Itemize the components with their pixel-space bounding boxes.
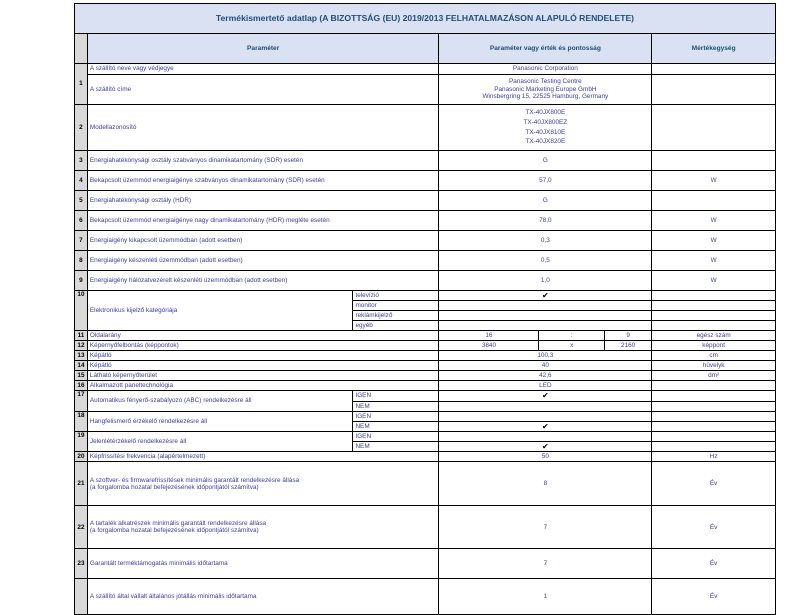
voice-sensor-label: Hangfelismerő érzékelő rendelkezésre áll bbox=[87, 411, 353, 431]
category-tv-check bbox=[439, 291, 652, 301]
header-value: Paraméter vagy érték és pontosság bbox=[439, 34, 652, 64]
sdr-class-label: Energiahatékonysági osztály szabványos dinamikatartomány (SDR) esetén bbox=[87, 151, 439, 171]
row-number bbox=[75, 579, 88, 615]
model-3: TX-40JX810E bbox=[525, 128, 566, 136]
diagonal-cm-value: 100,3 bbox=[439, 351, 652, 361]
aspect-ratio-unit: egész szám bbox=[652, 331, 776, 341]
product-information-sheet bbox=[74, 3, 776, 615]
resolution-unit: képpont bbox=[652, 341, 776, 351]
aspect-ratio-label: Oldalarány bbox=[87, 331, 439, 341]
supplier-name-unit bbox=[652, 64, 776, 75]
diagonal-inch-value: 40 bbox=[439, 361, 652, 371]
hdr-class-unit bbox=[652, 191, 776, 211]
presence-unit bbox=[652, 432, 776, 442]
visible-area-unit: dm² bbox=[652, 371, 776, 381]
row-number: 4 bbox=[75, 171, 88, 191]
off-power-value: 0,3 bbox=[439, 231, 652, 251]
diagonal-cm-label: Képátló bbox=[87, 351, 439, 361]
check-icon: ✔ bbox=[542, 442, 549, 452]
category-option-tv: televízió bbox=[353, 291, 439, 301]
check-icon: ✔ bbox=[542, 291, 549, 300]
panel-tech-value: LED bbox=[439, 381, 652, 391]
diagonal-cm-unit: cm bbox=[652, 351, 776, 361]
header-parameter: Paraméter bbox=[87, 34, 439, 64]
supplier-name-value: Panasonic Corporation bbox=[439, 64, 652, 75]
voice-no-check bbox=[439, 421, 652, 431]
category-unit bbox=[652, 301, 776, 311]
category-option-other: egyéb bbox=[353, 321, 439, 331]
software-updates-line-1: A szoftver- és firmwarefrissítések minimális garantált rendelkezésre állása bbox=[89, 476, 300, 484]
row-number: 23 bbox=[75, 549, 88, 579]
sheet-title: Termékismertető adatlap (A BIZOTTSÁG (EU) 2019/2013 FELHATALMAZÁSON ALAPULÓ RENDELETE) bbox=[75, 4, 776, 34]
model-1: TX-40JX800E bbox=[525, 108, 566, 116]
row-number: 7 bbox=[75, 231, 88, 251]
address-line-3: Winsbergring 15, 22525 Hamburg, Germany bbox=[482, 93, 609, 101]
abc-option-no: NEM bbox=[353, 401, 439, 411]
network-standby-unit: W bbox=[652, 271, 776, 291]
spare-parts-label bbox=[87, 506, 439, 549]
panel-tech-label: Alkalmazott paneltechnológia bbox=[87, 381, 439, 391]
hdr-power-unit: W bbox=[652, 211, 776, 231]
presence-yes-check bbox=[439, 432, 652, 442]
check-icon: ✔ bbox=[542, 421, 549, 431]
resolution-height: 2160 bbox=[604, 341, 651, 351]
model-id-label: Modellazonosító bbox=[87, 105, 439, 151]
hdr-class-label: Energiahatékonysági osztály (HDR) bbox=[87, 191, 439, 211]
software-updates-unit: Év bbox=[652, 462, 776, 506]
resolution-label: Képernyőfelbontás (képpontok) bbox=[87, 341, 439, 351]
row-number: 13 bbox=[75, 351, 88, 361]
software-updates-value: 8 bbox=[439, 462, 652, 506]
aspect-ratio-width: 16 bbox=[439, 331, 539, 341]
supplier-address-unit bbox=[652, 75, 776, 105]
supplier-address-value bbox=[439, 75, 652, 105]
row-number: 20 bbox=[75, 452, 88, 462]
sdr-class-unit bbox=[652, 151, 776, 171]
off-power-label: Energiaigény kikapcsolt üzemmódban (adott esetben) bbox=[87, 231, 439, 251]
sdr-power-value: 57,0 bbox=[439, 171, 652, 191]
category-monitor-check bbox=[439, 301, 652, 311]
supplier-address-label: A szállító címe bbox=[87, 75, 439, 105]
refresh-rate-unit: Hz bbox=[652, 452, 776, 462]
hdr-power-value: 78,0 bbox=[439, 211, 652, 231]
address-line-1: Panasonic Testing Centre bbox=[509, 78, 582, 86]
voice-option-no: NEM bbox=[353, 421, 439, 431]
voice-unit bbox=[652, 411, 776, 421]
display-category-label: Elektronikus kijelző kategóriája bbox=[87, 291, 353, 331]
row-number: 6 bbox=[75, 211, 88, 231]
category-option-signage: reklámkijelző bbox=[353, 311, 439, 321]
warranty-label: A szállító által vállalt általános jótállás minimális időtartama bbox=[87, 579, 439, 615]
row-number: 2 bbox=[75, 105, 88, 151]
model-id-unit bbox=[652, 105, 776, 151]
model-2: TX-40JX800EZ bbox=[523, 118, 568, 126]
presence-option-no: NEM bbox=[353, 442, 439, 452]
row-number: 17 bbox=[75, 391, 88, 411]
abc-unit bbox=[652, 401, 776, 411]
warranty-value: 1 bbox=[439, 579, 652, 615]
category-unit bbox=[652, 321, 776, 331]
spare-parts-value: 7 bbox=[439, 506, 652, 549]
row-number: 10 bbox=[75, 291, 88, 331]
row-number: 18 bbox=[75, 411, 88, 431]
header-unit: Mértékegység bbox=[652, 34, 776, 64]
hdr-power-label: Bekapcsolt üzemmód energiaigénye nagy dinamikatartomány (HDR) megléte esetén bbox=[87, 211, 439, 231]
support-duration-unit: Év bbox=[652, 549, 776, 579]
resolution-width: 3840 bbox=[439, 341, 539, 351]
row-number: 9 bbox=[75, 271, 88, 291]
abc-option-yes: IGEN bbox=[353, 391, 439, 401]
spare-parts-line-1: A tartalék alkatrészek minimális garantált rendelkezésre állása bbox=[89, 520, 267, 528]
sdr-power-label: Bekapcsolt üzemmód energiaigénye szabványos dinamikatartomány (SDR) esetén bbox=[87, 171, 439, 191]
sdr-class-value: G bbox=[439, 151, 652, 171]
row-number: 3 bbox=[75, 151, 88, 171]
model-id-value bbox=[439, 105, 652, 151]
hdr-class-value: G bbox=[439, 191, 652, 211]
presence-option-yes: IGEN bbox=[353, 432, 439, 442]
diagonal-inch-unit: hüvelyk bbox=[652, 361, 776, 371]
aspect-ratio-height: 9 bbox=[604, 331, 651, 341]
row-number: 21 bbox=[75, 462, 88, 506]
row-number: 8 bbox=[75, 251, 88, 271]
check-icon: ✔ bbox=[542, 391, 549, 401]
software-updates-label bbox=[87, 462, 439, 506]
category-other-check bbox=[439, 321, 652, 331]
row-number: 15 bbox=[75, 371, 88, 381]
category-unit bbox=[652, 291, 776, 301]
row-number: 16 bbox=[75, 381, 88, 391]
voice-yes-check bbox=[439, 411, 652, 421]
refresh-rate-value: 50 bbox=[439, 452, 652, 462]
row-number: 22 bbox=[75, 506, 88, 549]
abc-unit bbox=[652, 391, 776, 401]
diagonal-inch-label: Képátló bbox=[87, 361, 439, 371]
presence-no-check bbox=[439, 442, 652, 452]
row-number: 5 bbox=[75, 191, 88, 211]
header-num-cell bbox=[75, 34, 88, 64]
model-4: TX-40JX820E bbox=[525, 138, 566, 146]
software-updates-line-2: (a forgalomba hozatal befejezésének időpontjától számítva) bbox=[89, 483, 259, 491]
warranty-unit: Év bbox=[652, 579, 776, 615]
category-option-monitor: monitor bbox=[353, 301, 439, 311]
row-number: 11 bbox=[75, 331, 88, 341]
sdr-power-unit: W bbox=[652, 171, 776, 191]
visible-area-value: 42,6 bbox=[439, 371, 652, 381]
off-power-unit: W bbox=[652, 231, 776, 251]
supplier-name-label: A szállító neve vagy védjegye bbox=[87, 64, 439, 75]
abc-no-check bbox=[439, 401, 652, 411]
network-standby-label: Energiaigény hálózatvezérelt készenléti üzemmódban (adott esetben) bbox=[87, 271, 439, 291]
row-number: 12 bbox=[75, 341, 88, 351]
standby-power-label: Energiaigény készenléti üzemmódban (adott esetben) bbox=[87, 251, 439, 271]
standby-power-value: 0,5 bbox=[439, 251, 652, 271]
abc-label: Automatikus fényerő-szabályozó (ABC) rendelkezésre áll bbox=[87, 391, 353, 411]
network-standby-value: 1,0 bbox=[439, 271, 652, 291]
visible-area-label: Látható képernyőterület bbox=[87, 371, 439, 381]
spare-parts-line-2: (a forgalomba hozatal befejezésének időpontjától számítva) bbox=[89, 527, 259, 535]
voice-unit bbox=[652, 421, 776, 431]
presence-sensor-label: Jelenlétérzékelő rendelkezésre áll bbox=[87, 432, 353, 452]
resolution-separator: x bbox=[539, 341, 605, 351]
row-number: 19 bbox=[75, 432, 88, 452]
category-unit bbox=[652, 311, 776, 321]
refresh-rate-label: Képfrissítési frekvencia (alapértelmezett) bbox=[87, 452, 439, 462]
aspect-ratio-separator: : bbox=[539, 331, 605, 341]
row-number: 1 bbox=[75, 64, 88, 105]
presence-unit bbox=[652, 442, 776, 452]
spare-parts-unit: Év bbox=[652, 506, 776, 549]
support-duration-value: 7 bbox=[439, 549, 652, 579]
panel-tech-unit bbox=[652, 381, 776, 391]
address-line-2: Panasonic Marketing Europe GmbH bbox=[494, 85, 597, 93]
row-number: 14 bbox=[75, 361, 88, 371]
category-signage-check bbox=[439, 311, 652, 321]
support-duration-label: Garantált terméktámogatás minimális időtartama bbox=[87, 549, 439, 579]
standby-power-unit: W bbox=[652, 251, 776, 271]
voice-option-yes: IGEN bbox=[353, 411, 439, 421]
abc-yes-check bbox=[439, 391, 652, 401]
